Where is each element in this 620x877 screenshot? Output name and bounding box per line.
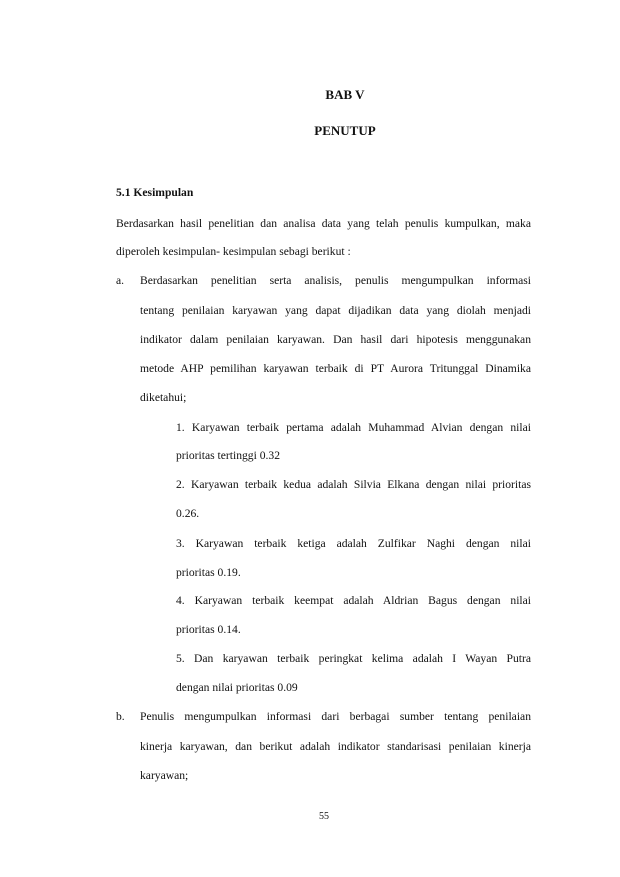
list-marker-b: b. (116, 710, 125, 723)
list-marker-a: a. (116, 274, 125, 287)
result-1-line-2: prioritas tertinggi 0.32 (176, 449, 281, 462)
item-a-line-1: Berdasarkan penelitian serta analisis, penulis mengumpulkan informasi (140, 274, 531, 287)
result-1-line-1: 1. Karyawan terbaik pertama adalah Muhammad Alvian dengan nilai (176, 421, 531, 434)
page-number: 55 (319, 811, 329, 822)
item-a-line-2: tentang penilaian karyawan yang dapat dijadikan data yang diolah menjadi (140, 304, 531, 317)
result-4-line-1: 4. Karyawan terbaik keempat adalah Aldrian Bagus dengan nilai (176, 594, 531, 607)
item-a-line-3: indikator dalam penilaian karyawan. Dan hasil dari hipotesis menggunakan (140, 333, 531, 346)
intro-line-1: Berdasarkan hasil penelitian dan analisa data yang telah penulis kumpulkan, maka (116, 217, 531, 230)
result-4-line-2: prioritas 0.14. (176, 623, 241, 636)
chapter-title: PENUTUP (314, 123, 376, 138)
item-b-line-2: kinerja karyawan, dan berikut adalah indikator standarisasi penilaian kinerja (140, 740, 531, 753)
result-5-line-1: 5. Dan karyawan terbaik peringkat kelima adalah I Wayan Putra (176, 652, 531, 665)
chapter-label: BAB V (325, 87, 365, 102)
result-2-line-1: 2. Karyawan terbaik kedua adalah Silvia Elkana dengan nilai prioritas (176, 478, 531, 491)
result-2-line-2: 0.26. (176, 507, 200, 520)
intro-line-2: diperoleh kesimpulan- kesimpulan sebagi berikut : (116, 245, 351, 258)
section-heading: 5.1 Kesimpulan (116, 186, 194, 199)
item-b-line-3: karyawan; (140, 769, 189, 782)
result-3-line-1: 3. Karyawan terbaik ketiga adalah Zulfikar Naghi dengan nilai (176, 537, 531, 550)
item-b-line-1: Penulis mengumpulkan informasi dari berbagai sumber tentang penilaian (140, 710, 531, 723)
result-5-line-2: dengan nilai prioritas 0.09 (176, 681, 298, 694)
result-3-line-2: prioritas 0.19. (176, 566, 241, 579)
item-a-line-5: diketahui; (140, 391, 187, 404)
item-a-line-4: metode AHP pemilihan karyawan terbaik di PT Aurora Tritunggal Dinamika (140, 362, 531, 375)
